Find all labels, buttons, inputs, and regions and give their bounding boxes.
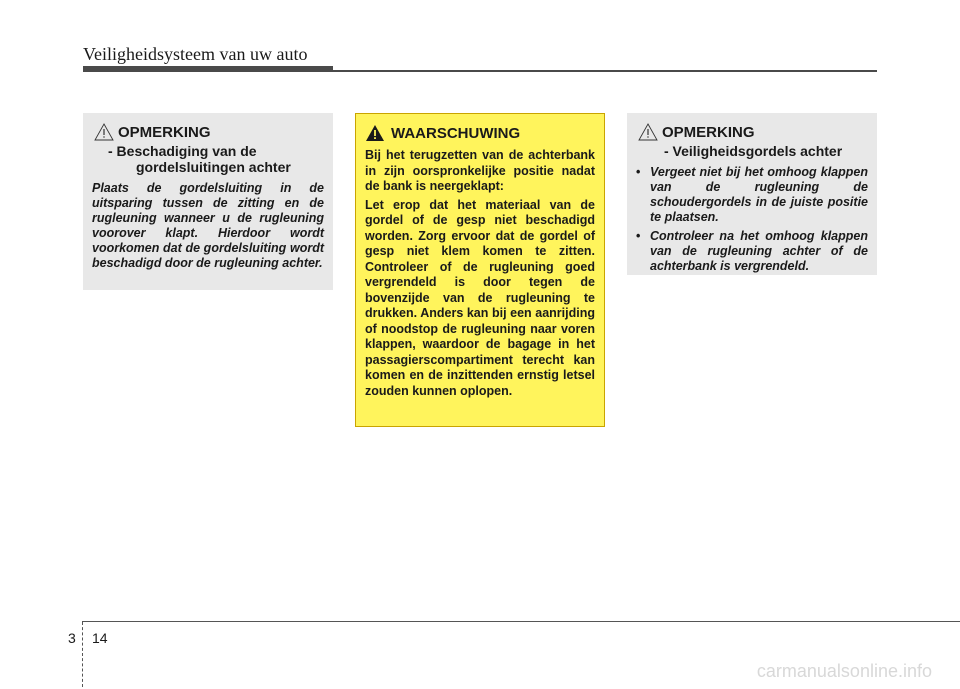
- note-subheading-line1: - Beschadiging van de: [108, 143, 257, 159]
- list-item: [636, 229, 868, 274]
- page-number: 14: [92, 630, 108, 646]
- bullet-text: Controleer na het omhoog klappen van de rugleuning achter of de achterbank is vergrendeld.: [650, 229, 868, 273]
- note-subheading: [92, 143, 324, 175]
- list-item: [636, 165, 868, 225]
- note-subheading: - Veiligheidsgordels achter: [664, 143, 843, 159]
- note-subheading-line2: gordelsluitingen achter: [136, 159, 291, 175]
- note-box-right: [627, 113, 877, 275]
- header-rule-thick: [83, 66, 333, 72]
- warning-heading: WAARSCHUWING: [391, 124, 521, 142]
- caution-outline-icon: [638, 123, 658, 141]
- footer-rule: [82, 621, 960, 622]
- note-bullet-list: [636, 165, 868, 274]
- footer-divider: [82, 622, 83, 687]
- note-body: Plaats de gordelsluiting in de uitsparing tussen de zitting en de rugleuning wanneer u de rugleuning voorover klapt. Hierdoor wordt voorkomen dat de gordelsluiting wordt beschadigd door de rugleuning achter.: [92, 181, 324, 270]
- warning-paragraph-1: Bij het terugzetten van de achterbank in zijn oorspronkelijke positie nadat de bank is neergeklapt:: [365, 148, 595, 193]
- bullet-dot-icon: •: [636, 229, 641, 243]
- warning-box: [355, 113, 605, 427]
- note-header: [92, 123, 324, 141]
- page-section-number: 3: [68, 630, 76, 646]
- warning-body: [365, 148, 595, 399]
- warning-paragraph-2: Let erop dat het materiaal van de gordel of de gesp niet beschadigd worden. Zorg ervoor dat de gordel of gesp niet klem komen te zitten. Controleer of de rugleuning goed vergrendeld is door tegen de bovenzijde van de rugleuning te drukken. Anders kan bij een aanrijding of noodstop de rugleuning naar voren klappen, waardoor de bagage in het passagierscompartiment terecht kan komen en de inzittenden ernstig letsel zouden kunnen oplopen.: [365, 197, 595, 398]
- note-header: [636, 123, 868, 141]
- warning-triangle-icon: [365, 124, 385, 142]
- note-box-left: [83, 113, 333, 290]
- header-rule-thin: [333, 70, 877, 72]
- note-heading: OPMERKING: [118, 123, 211, 141]
- warning-header: [365, 124, 595, 142]
- note-heading: OPMERKING: [662, 123, 755, 141]
- bullet-dot-icon: •: [636, 165, 641, 179]
- bullet-text: Vergeet niet bij het omhoog klappen van de rugleuning de schoudergordels in de juiste positie te plaatsen.: [650, 165, 868, 224]
- page-header-title: Veiligheidsysteem van uw auto: [83, 44, 308, 64]
- caution-outline-icon: [94, 123, 114, 141]
- watermark: carmanualsonline.info: [756, 661, 932, 681]
